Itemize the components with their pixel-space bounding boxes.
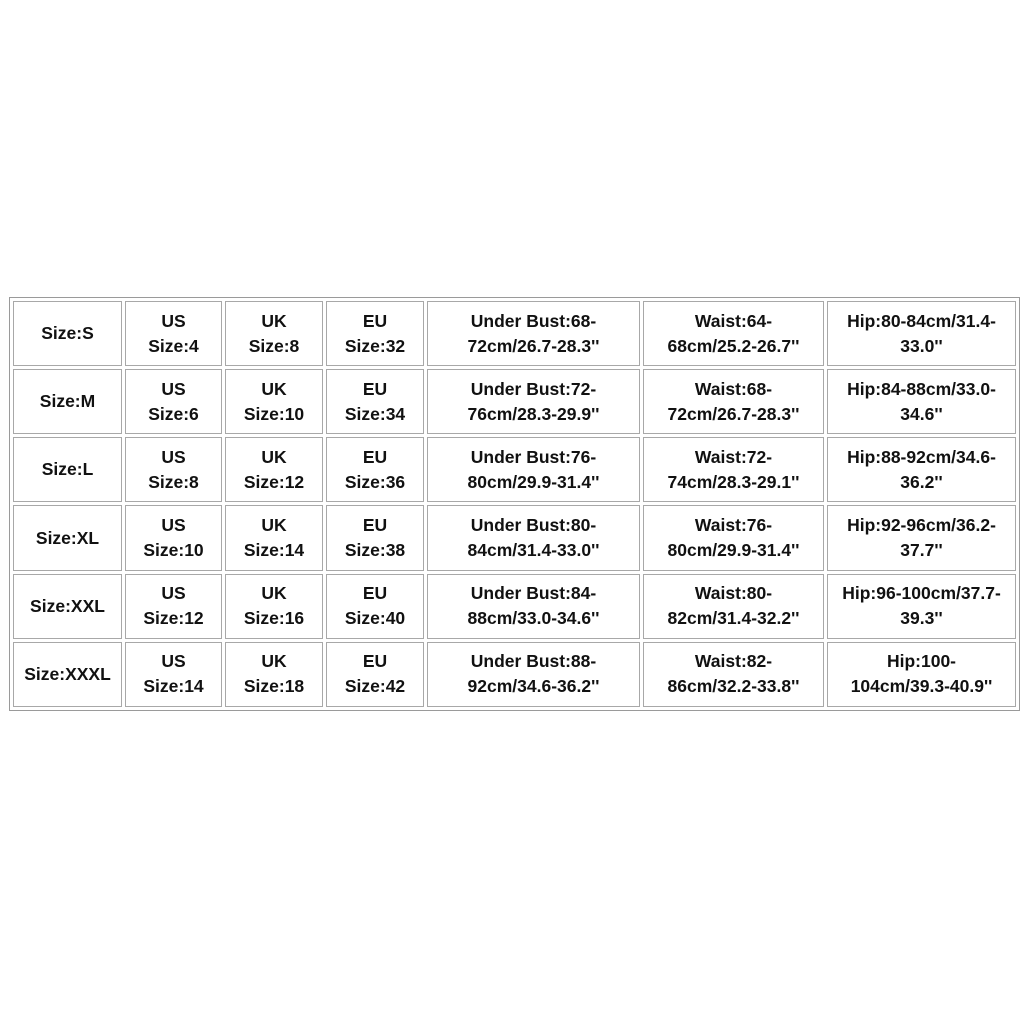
waist-cell: Waist:82- 86cm/32.2-33.8'' [643, 642, 824, 707]
us-size-cell: US Size:4 [125, 301, 222, 366]
uk-size-cell: UK Size:14 [225, 505, 323, 570]
hip-cell: Hip:100- 104cm/39.3-40.9'' [827, 642, 1016, 707]
hip-cell: Hip:96-100cm/37.7- 39.3'' [827, 574, 1016, 639]
uk-size-cell: UK Size:16 [225, 574, 323, 639]
waist-cell: Waist:76- 80cm/29.9-31.4'' [643, 505, 824, 570]
size-cell: Size:XL [13, 505, 122, 570]
uk-size-cell: UK Size:12 [225, 437, 323, 502]
table-row [13, 369, 1016, 434]
hip-cell: Hip:84-88cm/33.0- 34.6'' [827, 369, 1016, 434]
uk-size-cell: UK Size:8 [225, 301, 323, 366]
table-row [13, 574, 1016, 639]
hip-cell: Hip:80-84cm/31.4- 33.0'' [827, 301, 1016, 366]
us-size-cell: US Size:14 [125, 642, 222, 707]
under-bust-cell: Under Bust:80- 84cm/31.4-33.0'' [427, 505, 640, 570]
size-cell: Size:S [13, 301, 122, 366]
size-cell: Size:M [13, 369, 122, 434]
table-row [13, 301, 1016, 366]
us-size-cell: US Size:12 [125, 574, 222, 639]
waist-cell: Waist:80- 82cm/31.4-32.2'' [643, 574, 824, 639]
hip-cell: Hip:92-96cm/36.2- 37.7'' [827, 505, 1016, 570]
eu-size-cell: EU Size:38 [326, 505, 424, 570]
uk-size-cell: UK Size:18 [225, 642, 323, 707]
eu-size-cell: EU Size:34 [326, 369, 424, 434]
size-cell: Size:XXL [13, 574, 122, 639]
under-bust-cell: Under Bust:68- 72cm/26.7-28.3'' [427, 301, 640, 366]
table-row [13, 505, 1016, 570]
under-bust-cell: Under Bust:72- 76cm/28.3-29.9'' [427, 369, 640, 434]
table-row [13, 642, 1016, 707]
hip-cell: Hip:88-92cm/34.6- 36.2'' [827, 437, 1016, 502]
table-row [13, 437, 1016, 502]
under-bust-cell: Under Bust:76- 80cm/29.9-31.4'' [427, 437, 640, 502]
us-size-cell: US Size:10 [125, 505, 222, 570]
under-bust-cell: Under Bust:84- 88cm/33.0-34.6'' [427, 574, 640, 639]
size-cell: Size:XXXL [13, 642, 122, 707]
waist-cell: Waist:64- 68cm/25.2-26.7'' [643, 301, 824, 366]
eu-size-cell: EU Size:32 [326, 301, 424, 366]
eu-size-cell: EU Size:40 [326, 574, 424, 639]
us-size-cell: US Size:6 [125, 369, 222, 434]
size-chart-table [9, 297, 1020, 711]
eu-size-cell: EU Size:42 [326, 642, 424, 707]
us-size-cell: US Size:8 [125, 437, 222, 502]
waist-cell: Waist:72- 74cm/28.3-29.1'' [643, 437, 824, 502]
eu-size-cell: EU Size:36 [326, 437, 424, 502]
under-bust-cell: Under Bust:88- 92cm/34.6-36.2'' [427, 642, 640, 707]
waist-cell: Waist:68- 72cm/26.7-28.3'' [643, 369, 824, 434]
size-cell: Size:L [13, 437, 122, 502]
uk-size-cell: UK Size:10 [225, 369, 323, 434]
